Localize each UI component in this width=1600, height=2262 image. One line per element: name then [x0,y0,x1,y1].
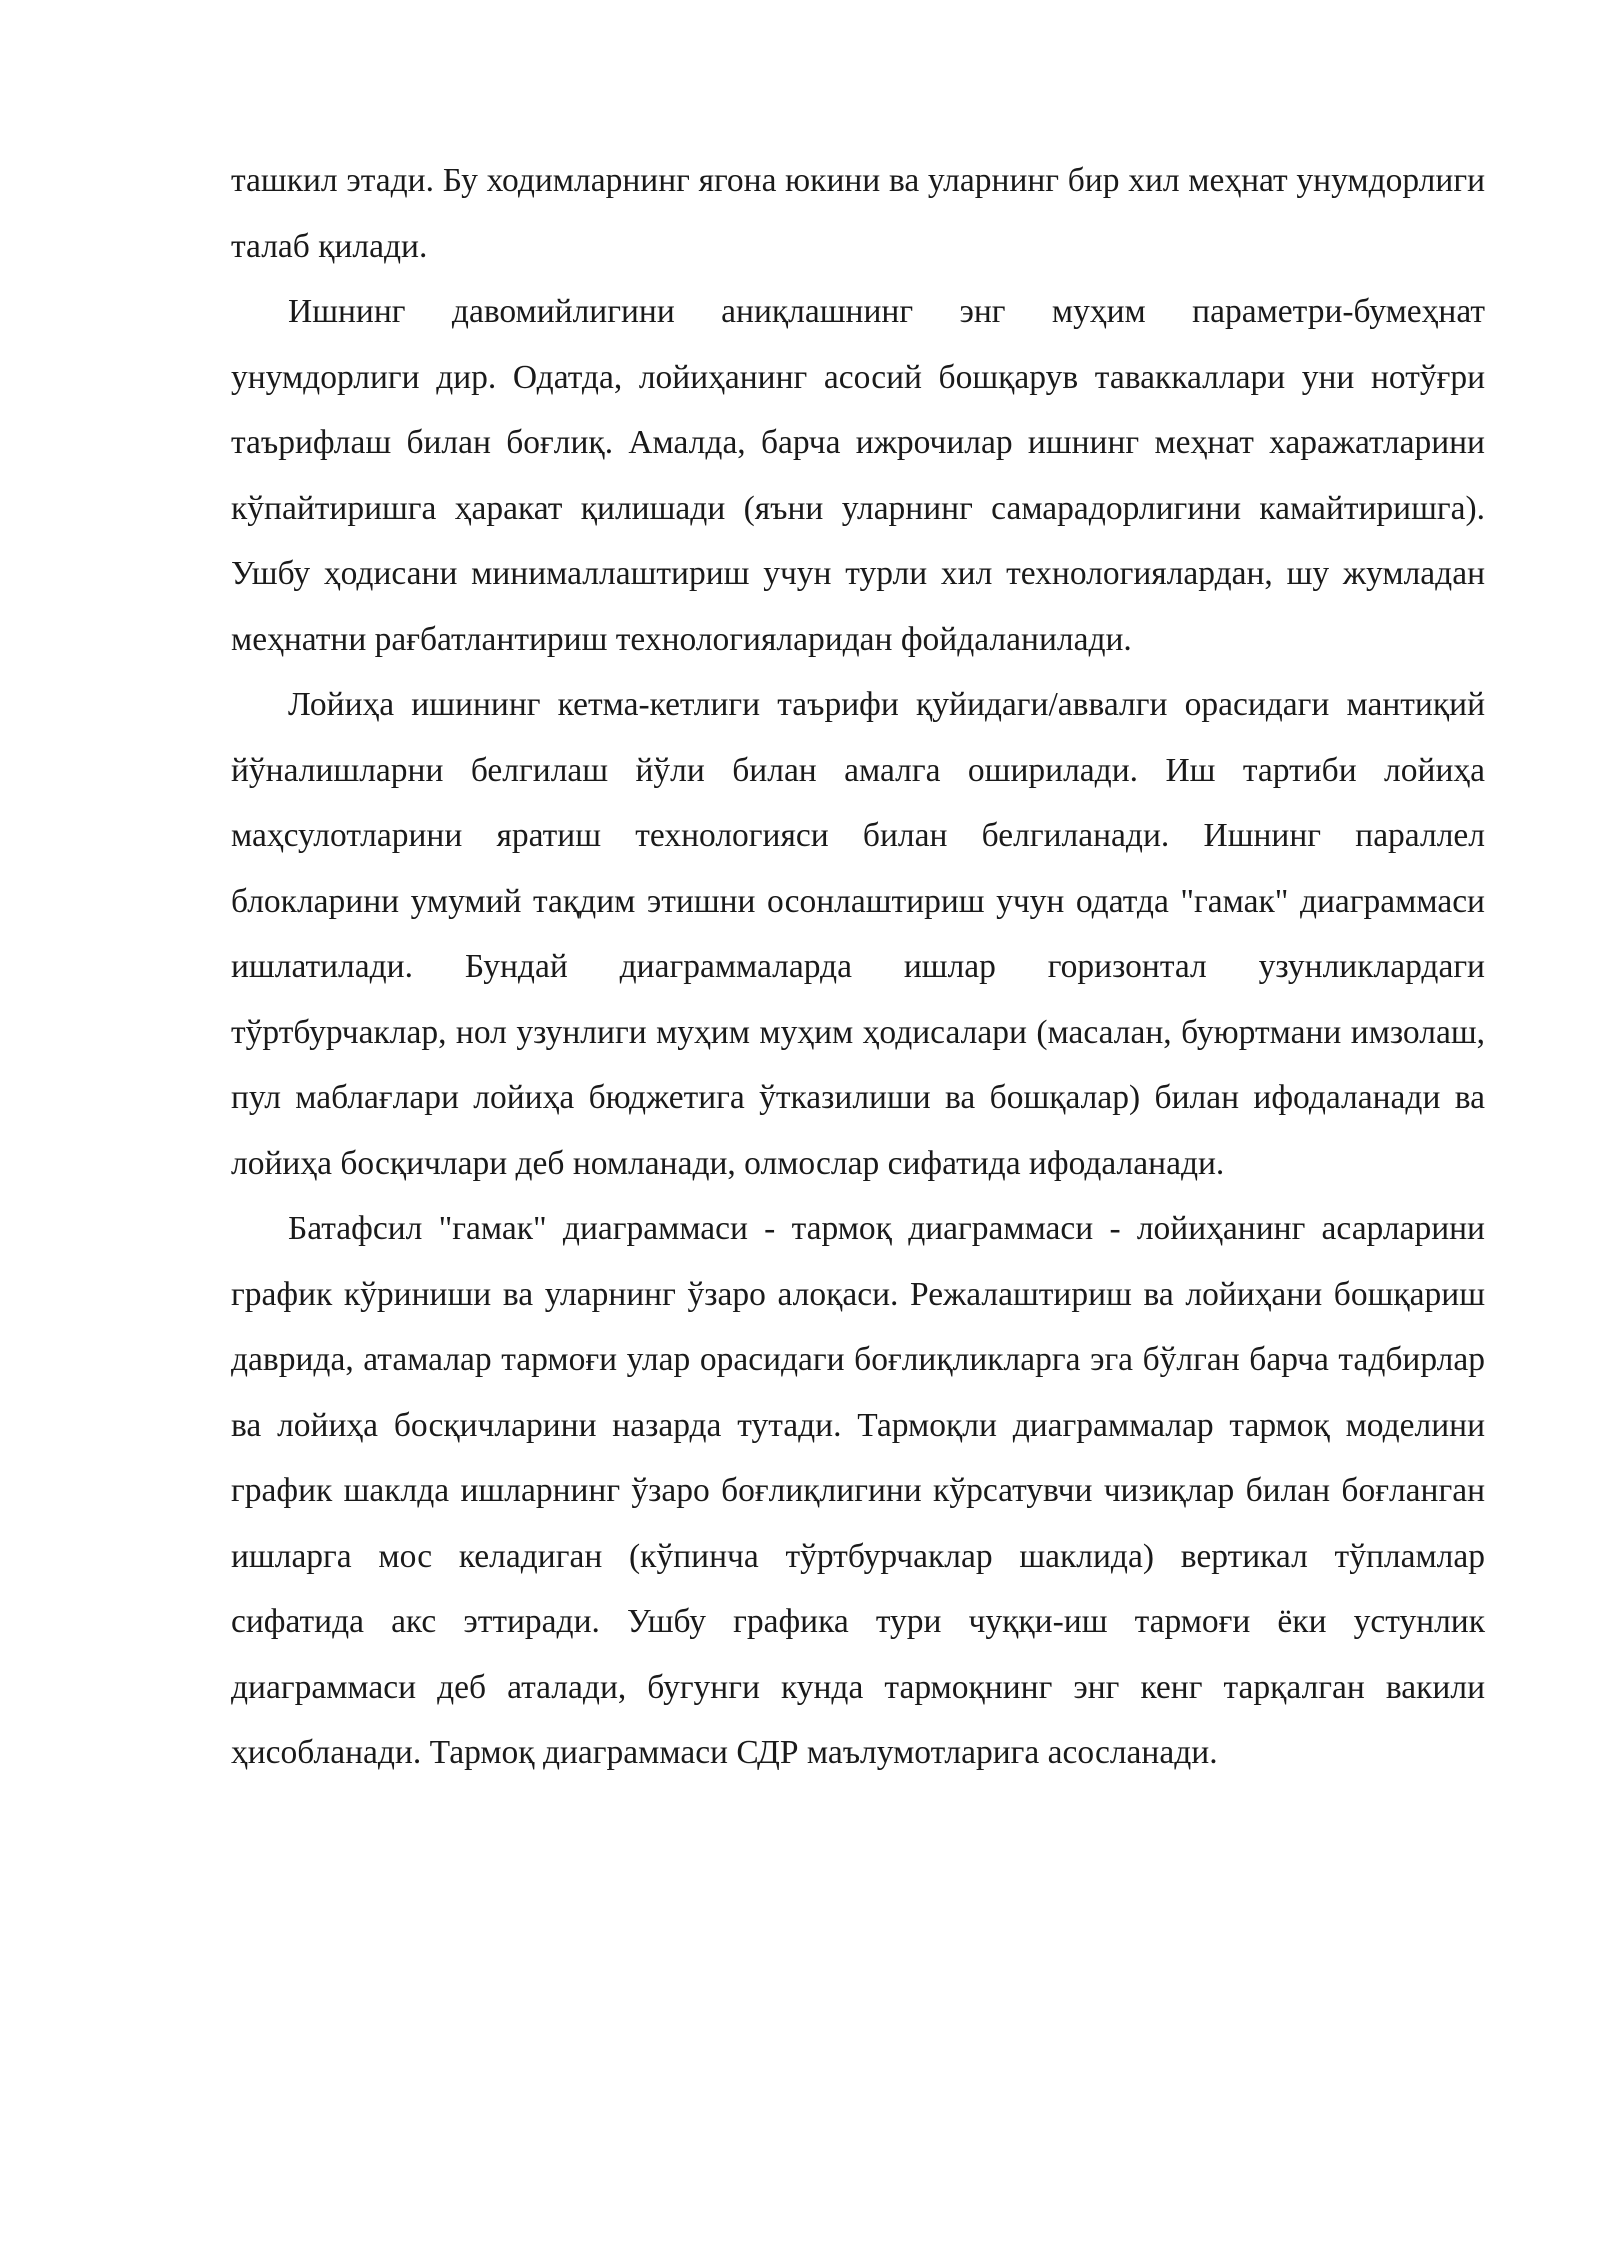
paragraph-1: ташкил этади. Бу ходимларнинг ягона юкини ва уларнинг бир хил меҳнат унумдорлиги талаб қилади. [231,162,1485,265]
document-body [231,148,1485,1786]
paragraph-4: Батафсил "гамак" диаграммаси - тармоқ диаграммаси - лойиҳанинг асарларини график кўриниши ва уларнинг ўзаро алоқаси. Режалаштириш ва лойиҳани бошқариш даврида, атамалар тармоғи улар орасидаги боғлиқликларга эга бўлган барча тадбирлар ва лойиҳа босқичларини назарда тутади. Тармоқли диаграммалар тармоқ моделини график шаклда ишларнинг ўзаро боғлиқлигини кўрсатувчи чизиқлар билан боғланган ишларга мос келадиган (кўпинча тўртбурчаклар шаклида) вертикал тўпламлар сифатида акс эттиради. Ушбу графика тури чуққи-иш тармоғи ёки устунлик диаграммаси деб аталади, бугунги кунда тармоқнинг энг кенг тарқалган вакили ҳисобланади. Тармоқ диаграммаси СДР маълумотларига асосланади. [231,1210,1485,1771]
paragraph-2: Ишнинг давомийлигини аниқлашнинг энг муҳим параметри-бумеҳнат унумдорлиги дир. Одатда, лойиҳанинг асосий бошқарув таваккаллари уни нотўғри таърифлаш билан боғлиқ. Амалда, барча ижрочилар ишнинг меҳнат харажатларини кўпайтиришга ҳаракат қилишади (яъни уларнинг самарадорлигини камайтиришга). Ушбу ҳодисани минималлаштириш учун турли хил технологиялардан, шу жумладан меҳнатни рағбатлантириш технологияларидан фойдаланилади. [231,293,1485,658]
paragraph-3: Лойиҳа ишининг кетма-кетлиги таърифи қуйидаги/аввалги орасидаги мантиқий йўналишларни белгилаш йўли билан амалга оширилади. Иш тартиби лойиҳа маҳсулотларини яратиш технологияси билан белгиланади. Ишнинг параллел блокларини умумий тақдим этишни осонлаштириш учун одатда "гамак" диаграммаси ишлатилади. Бундай диаграммаларда ишлар горизонтал узунликлардаги тўртбурчаклар, нол узунлиги муҳим муҳим ҳодисалари (масалан, буюртмани имзолаш, пул маблағлари лойиҳа бюджетига ўтказилиши ва бошқалар) билан ифодаланади ва лойиҳа босқичлари деб номланади, олмослар сифатида ифодаланади. [231,686,1485,1182]
